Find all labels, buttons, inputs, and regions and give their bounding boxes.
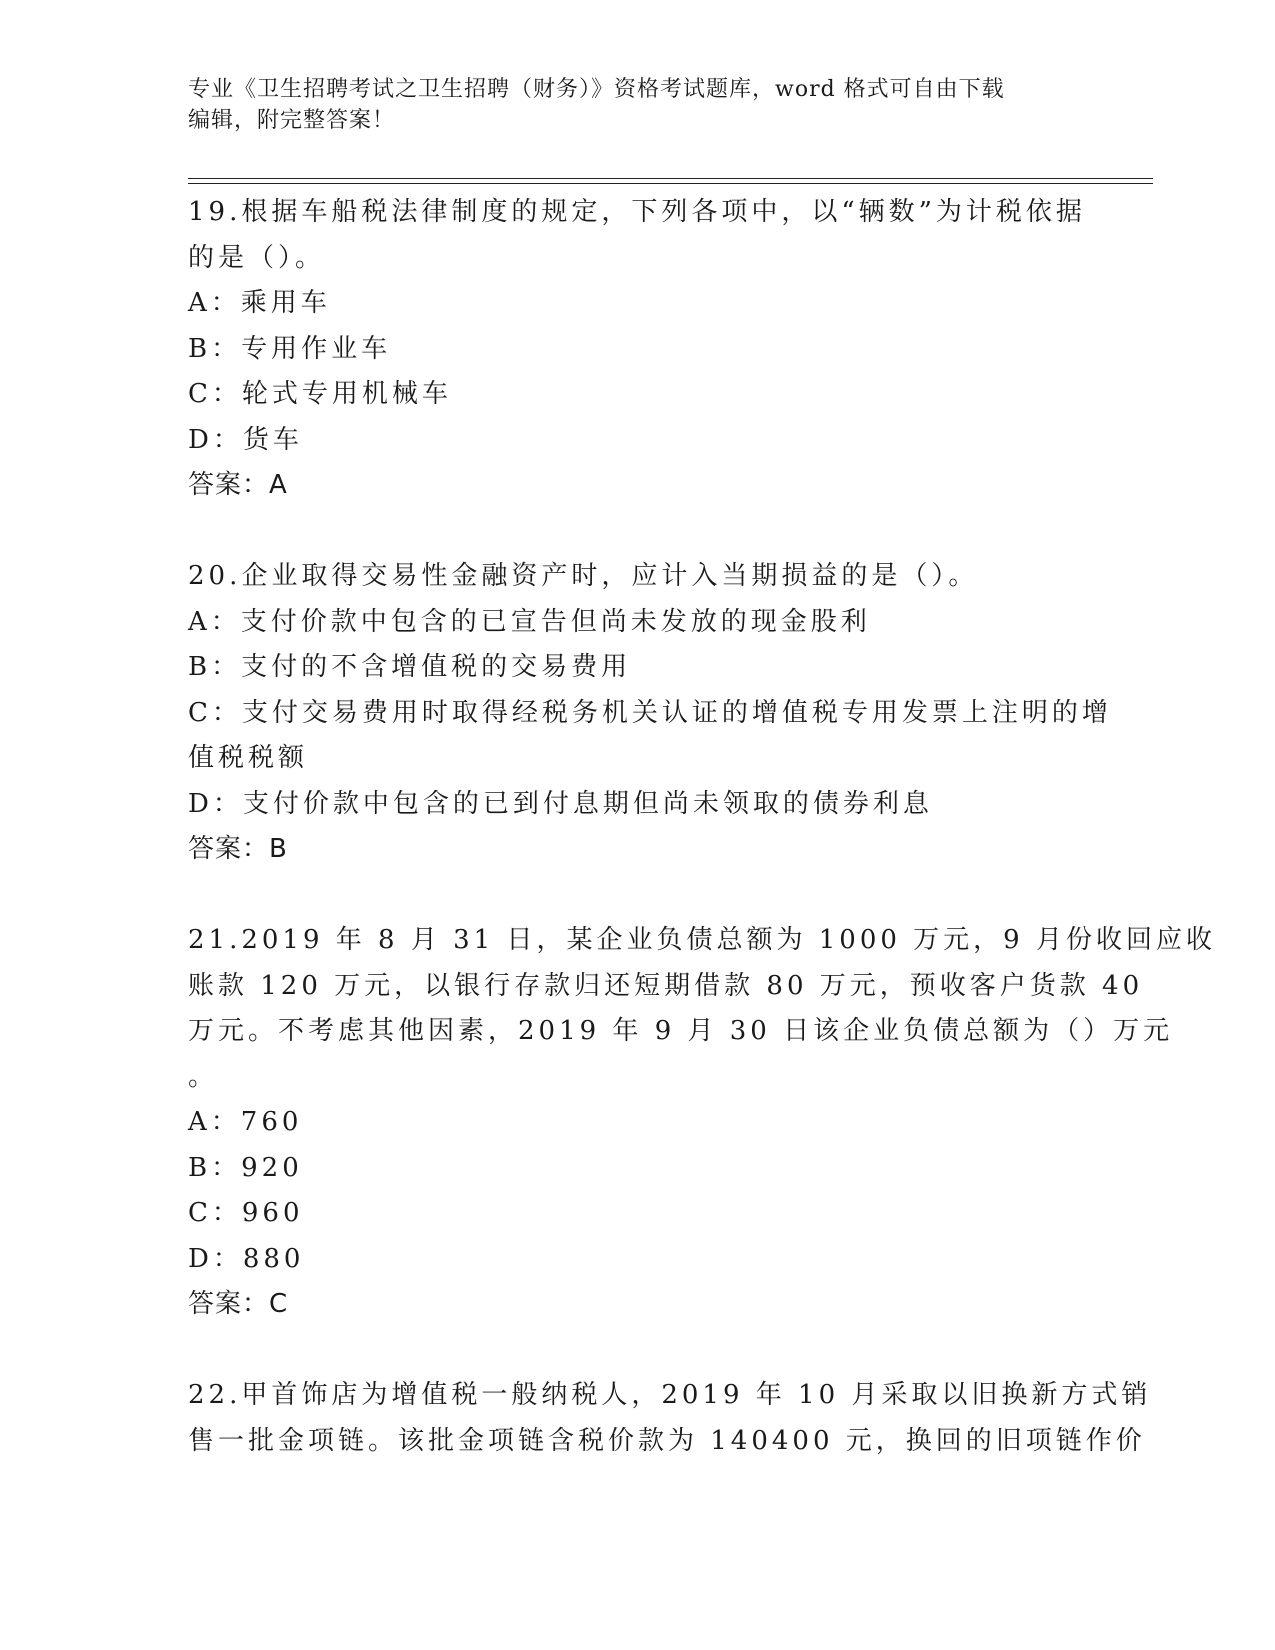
question-stem: 19.根据车船税法律制度的规定，下列各项中，以“辆数”为计税依据 (188, 197, 1086, 227)
option-c: C：960 (188, 1198, 304, 1228)
question-22 (188, 1373, 1152, 1464)
document-header (188, 74, 1088, 136)
option-b: B：920 (188, 1152, 303, 1183)
option-c-continued: 值税税额 (188, 743, 309, 773)
option-d: D：支付价款中包含的已到付息期但尚未领取的债券利息 (188, 788, 933, 819)
header-line: 专业《卫生招聘考试之卫生招聘（财务）》资格考试题库，word 格式可自由下载 (188, 77, 1005, 102)
option-c: C：轮式专用机械车 (188, 379, 452, 409)
option-c: C：支付交易费用时取得经税务机关认证的增值税专用发票上注明的增 (188, 697, 1112, 728)
question-21 (188, 918, 1216, 1328)
question-stem: 账款 120 万元，以银行存款归还短期借款 80 万元，预收客户货款 40 (188, 970, 1144, 1001)
header-divider (188, 178, 1153, 179)
question-stem: 20.企业取得交易性金融资产时，应计入当期损益的是（）。 (188, 561, 979, 591)
question-stem: 万元。不考虑其他因素，2019 年 9 月 30 日该企业负债总额为（）万元 (188, 1016, 1174, 1046)
option-a: A：乘用车 (188, 288, 331, 318)
option-a: A：760 (188, 1107, 303, 1137)
question-19 (188, 190, 1088, 509)
option-b: B：支付的不含增值税的交易费用 (188, 652, 632, 682)
question-stem: 21.2019 年 8 月 31 日，某企业负债总额为 1000 万元，9 月份收回应收 (188, 925, 1216, 955)
option-d: D：880 (188, 1243, 305, 1274)
answer-line: 答案：B (188, 834, 288, 864)
answer-line: 答案：C (188, 1289, 289, 1319)
answer-line: 答案：A (188, 470, 288, 500)
header-divider (188, 183, 1153, 184)
header-line: 编辑，附完整答案！ (188, 108, 396, 133)
question-stem: 。 (188, 1061, 219, 1092)
question-stem: 的是（）。 (188, 242, 326, 273)
option-a: A：支付价款中包含的已宣告但尚未发放的现金股利 (188, 606, 871, 637)
option-d: D：货车 (188, 424, 303, 455)
question-list (188, 190, 1216, 1464)
option-b: B：专用作业车 (188, 333, 392, 364)
question-20 (188, 554, 1112, 873)
question-stem: 售一批金项链。该批金项链含税价款为 140400 元，换回的旧项链作价 (188, 1425, 1146, 1456)
question-stem: 22.甲首饰店为增值税一般纳税人，2019 年 10 月采取以旧换新方式销 (188, 1380, 1152, 1410)
